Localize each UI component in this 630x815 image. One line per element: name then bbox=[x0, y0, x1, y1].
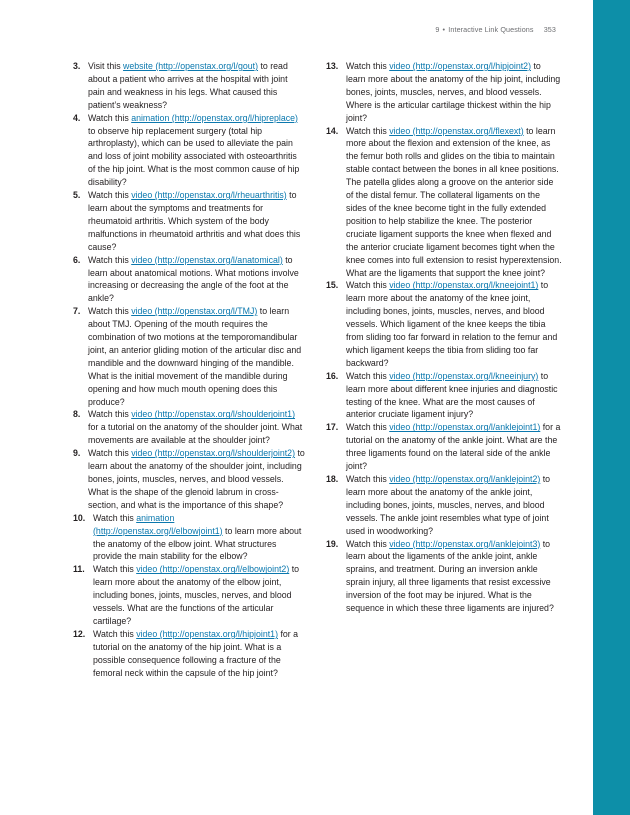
question-item bbox=[73, 628, 305, 680]
question-number: 8. bbox=[73, 409, 81, 420]
question-item bbox=[73, 254, 305, 306]
question-item bbox=[73, 563, 305, 628]
question-item bbox=[326, 125, 562, 280]
question-lead-text: Watch this bbox=[93, 628, 137, 639]
question-number: 9. bbox=[73, 448, 81, 459]
question-text: to learn more about the anatomy of the elbow joint, including bones, joints, muscles, nerves, and blood vessels. What are the functions of the articular cartilage? bbox=[93, 564, 300, 626]
resource-link[interactable]: video (http://openstax.org/l/kneejoint1) bbox=[389, 280, 539, 291]
question-lead-text: Watch this bbox=[93, 564, 137, 575]
question-text: to observe hip replacement surgery (total hip arthroplasty), which can be used to alleviate the pain and loss of joint mobility associated with osteoarthritis of the hip joint. What is the most common cause of hip disability? bbox=[88, 125, 300, 188]
question-number: 12. bbox=[73, 628, 86, 639]
question-item bbox=[326, 279, 562, 369]
resource-link[interactable]: video (http://openstax.org/l/elbowjoint2) bbox=[136, 564, 290, 575]
resource-link[interactable]: video (http://openstax.org/l/kneeinjury) bbox=[389, 370, 539, 381]
question-lead-text: Watch this bbox=[346, 370, 390, 381]
question-item bbox=[326, 421, 562, 473]
question-text: to learn about the anatomy of the shoulder joint, including bones, joints, muscles, nerves, and blood vessels. What is the shape of the glenoid labrum in cross-section, and what is the importance of this shape? bbox=[88, 448, 305, 510]
question-item bbox=[326, 538, 562, 615]
resource-link[interactable]: video (http://openstax.org/l/anklejoint2) bbox=[389, 474, 541, 484]
question-number: 5. bbox=[73, 190, 81, 201]
question-number: 7. bbox=[73, 306, 81, 317]
resource-link[interactable]: video (http://openstax.org/l/shoulderjoint2) bbox=[131, 448, 296, 459]
question-number: 17. bbox=[326, 422, 339, 433]
question-text: to learn more about the anatomy of the knee joint, including bones, joints, muscles, nerves, and blood vessels. Which ligament of the knee keeps the tibia from sliding too far forward in relation to the femur and which ligament keeps the tibia from sliding too far backward? bbox=[346, 280, 558, 368]
question-item bbox=[73, 189, 305, 254]
question-text: to learn more about the anatomy of the elbow joint. What structures provide the main stability for the elbow? bbox=[93, 525, 302, 562]
question-number: 14. bbox=[326, 125, 339, 136]
question-lead-text: Watch this bbox=[346, 125, 390, 136]
question-item bbox=[326, 370, 562, 422]
question-text: to learn about the symptoms and treatments for rheumatoid arthritis. Which system of the body malfunctions in rheumatoid arthritis and what does this cause? bbox=[88, 190, 301, 252]
resource-link[interactable]: video (http://openstax.org/l/anklejoint3) bbox=[389, 538, 541, 549]
question-lead-text: Watch this bbox=[346, 474, 390, 484]
question-text: to learn more about the anatomy of the ankle joint, including bones, joints, muscles, nerves, and blood vessels. The ankle joint resembles what type of joint used in woodworking? bbox=[346, 474, 551, 536]
question-item bbox=[73, 305, 305, 408]
question-text: to learn about the ligaments of the ankle joint, ankle sprains, and treatment. During an inversion ankle sprain injury, all three ligaments that resist excessive inversion of the foot may be injured. What is the sequence in which these three ligaments are injured? bbox=[346, 538, 554, 614]
question-number: 11. bbox=[73, 564, 85, 575]
question-item bbox=[73, 512, 305, 564]
question-lead-text: Watch this bbox=[346, 280, 390, 291]
question-number: 15. bbox=[326, 280, 339, 291]
resource-link[interactable]: website (http://openstax.org/l/gout) bbox=[123, 61, 259, 71]
question-number: 10. bbox=[73, 512, 86, 523]
question-text: to learn about TMJ. Opening of the mouth requires the combination of two motions at the temporomandibular joint, an anterior gliding motion of the articular disc and mandible and the downward hinging of the mandible. What is the initial movement of the mandible during opening and how much mouth opening does this produce? bbox=[88, 306, 302, 407]
question-number: 3. bbox=[73, 61, 81, 71]
question-number: 18. bbox=[326, 474, 339, 484]
resource-link[interactable]: animation (http://openstax.org/l/hipreplace) bbox=[131, 112, 298, 123]
question-text: for a tutorial on the anatomy of the hip joint. What is a possible consequence following a fracture of the femoral neck within the capsule of the hip joint? bbox=[93, 628, 299, 678]
resource-link[interactable]: video (http://openstax.org/l/shoulderjoint1) bbox=[131, 409, 296, 420]
resource-link[interactable]: video (http://openstax.org/l/hipjoint1) bbox=[136, 628, 278, 639]
question-lead-text: Watch this bbox=[88, 190, 132, 201]
question-number: 16. bbox=[326, 370, 339, 381]
resource-link[interactable]: video (http://openstax.org/l/hipjoint2) bbox=[389, 61, 531, 71]
question-item bbox=[326, 473, 562, 538]
question-lead-text: Watch this bbox=[88, 112, 132, 123]
page-number: 353 bbox=[543, 25, 556, 34]
question-lead-text: Watch this bbox=[346, 538, 390, 549]
question-text: to learn more about the anatomy of the hip joint, including bones, joints, muscles, nerves, and blood vessels. Where is the articular cartilage thickest within the hip joint? bbox=[346, 61, 561, 123]
question-number: 19. bbox=[326, 538, 339, 549]
resource-link[interactable]: video (http://openstax.org/l/TMJ) bbox=[131, 306, 258, 317]
question-item bbox=[73, 408, 305, 447]
resource-link[interactable]: video (http://openstax.org/l/rheuarthritis) bbox=[131, 190, 287, 201]
question-lead-text: Visit this bbox=[88, 61, 124, 71]
question-item bbox=[326, 60, 562, 125]
question-lead-text: Watch this bbox=[88, 254, 132, 265]
question-number: 4. bbox=[73, 112, 81, 123]
question-item bbox=[73, 447, 305, 512]
question-text: to read about a patient who arrives at the hospital with joint pain and weakness in his legs. What caused this patient’s weakness? bbox=[88, 61, 288, 110]
question-lead-text: Watch this bbox=[93, 512, 137, 523]
question-text: to learn about anatomical motions. What motions involve increasing or decreasing the angle of the foot at the ankle? bbox=[88, 254, 299, 304]
question-lead-text: Watch this bbox=[88, 306, 132, 317]
question-lead-text: Watch this bbox=[346, 61, 390, 71]
question-lead-text: Watch this bbox=[88, 448, 132, 459]
question-lead-text: Watch this bbox=[88, 409, 132, 420]
chapter-number: 9 bbox=[435, 25, 440, 34]
question-lead-text: Watch this bbox=[346, 422, 390, 433]
resource-link[interactable]: animation (http://openstax.org/l/elbowjoint1) bbox=[93, 512, 223, 536]
resource-link[interactable]: video (http://openstax.org/l/anatomical) bbox=[131, 254, 283, 265]
section-title: Interactive Link Questions bbox=[448, 25, 534, 34]
question-text: to learn more about different knee injuries and diagnostic testing of the knee. What are the most causes of anterior cruciate ligament injury? bbox=[346, 370, 558, 420]
question-text: for a tutorial on the anatomy of the shoulder joint. What movements are available at the shoulder joint? bbox=[88, 422, 303, 446]
question-number: 6. bbox=[73, 254, 81, 265]
chapter-sidebar-band bbox=[593, 0, 630, 815]
question-text: for a tutorial on the anatomy of the ankle joint. What are the three ligaments found on the lateral side of the ankle joint? bbox=[346, 422, 561, 472]
question-text: to learn more about the flexion and extension of the knee, as the femur both rolls and glides on the tibia to maintain stable contact between the bones in all knee positions. The patella glides along a groove on the anterior side of the distal femur. The collateral ligaments on the sides of the knee become tight in the fully extended position to help stabilize the knee. The posterior cruciate ligament supports the knee when flexed and the anterior cruciate ligament becomes tight when the knee comes into full extension to resist hyperextension. What are the ligaments that support the knee joint? bbox=[346, 125, 562, 278]
left-column bbox=[73, 60, 305, 680]
question-item bbox=[73, 112, 305, 189]
resource-link[interactable]: video (http://openstax.org/l/anklejoint1) bbox=[389, 422, 541, 433]
right-column bbox=[326, 60, 562, 615]
question-number: 13. bbox=[326, 61, 339, 71]
resource-link[interactable]: video (http://openstax.org/l/flexext) bbox=[389, 125, 524, 136]
header-separator: • bbox=[442, 25, 446, 34]
question-item bbox=[73, 60, 305, 112]
running-head bbox=[380, 25, 556, 34]
